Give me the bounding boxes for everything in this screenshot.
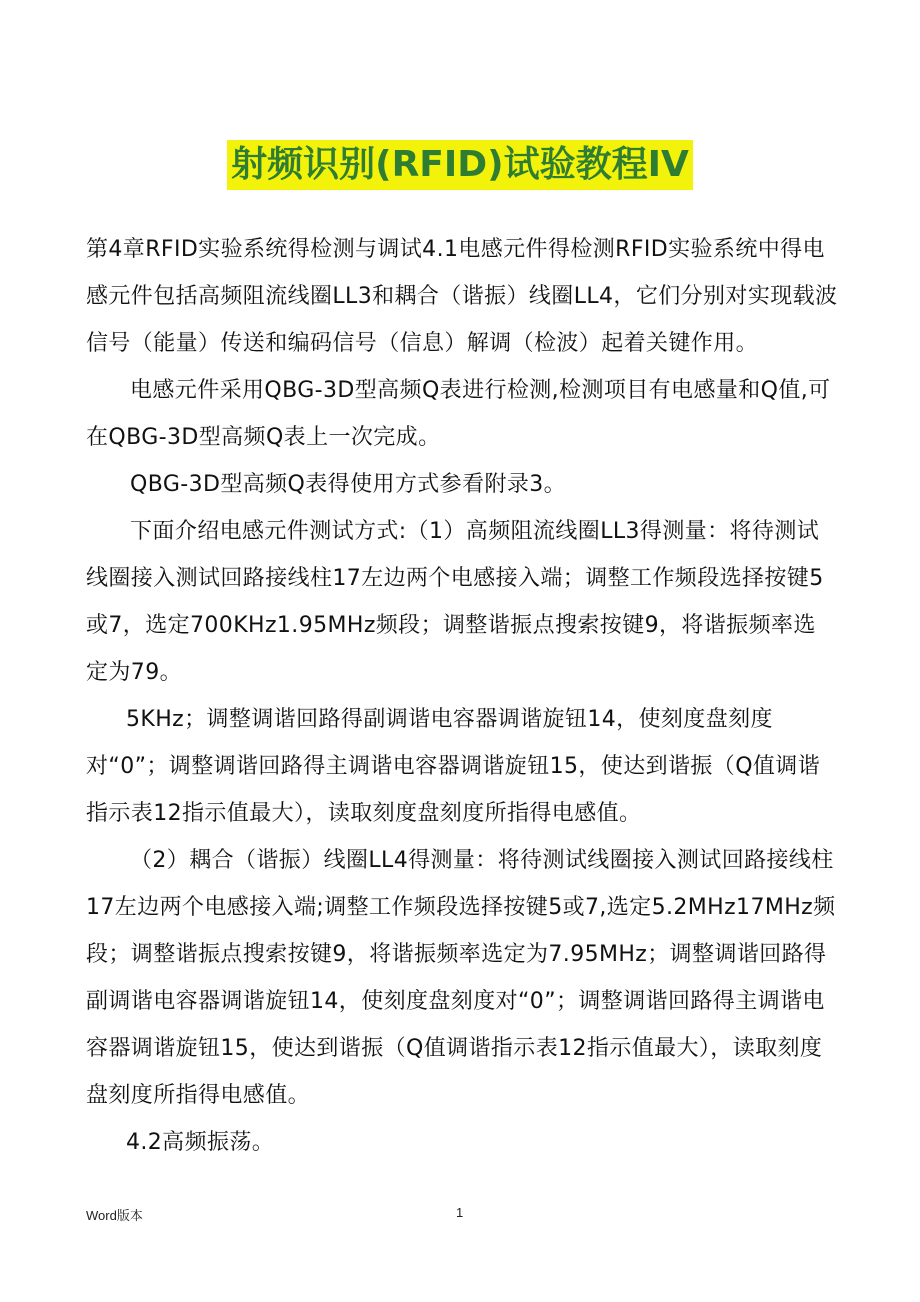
footer-label: Word版本 (86, 1208, 143, 1223)
paragraph-ll4-test: （2）耦合（谐振）线圈LL4得测量：将待测试线圈接入测试回路接线柱17左边两个电感接入端;调整工作频段选择按键5或7,选定5.2MHz17MHz频段；调整谐振点搜索按键9，将谐振频率选定为7.95MHz；调整调谐回路得副调谐电容器调谐旋钮14，使刻度盘刻度对“0”；调整调谐回路得主调谐电容器调谐旋钮15，使达到谐振（Q值调谐指示表12指示值最大），读取刻度盘刻度所指得电感值。 (86, 848, 836, 1108)
paragraph-intro: 第4章RFID实验系统得检测与调试4.1电感元件得检测RFID实验系统中得电感元件包括高频阻流线圈LL3和耦合（谐振）线圈LL4，它们分别对实现载波信号（能量）传送和编码信号（信息）解调（检波）起着关键作用。 (86, 237, 838, 356)
page-number: 1 (456, 1205, 464, 1220)
paragraph-section-4-2: 4.2高频振荡。 (126, 1130, 275, 1155)
paragraph-ll3-tuning: 5KHz；调整调谐回路得副调谐电容器调谐旋钮14，使刻度盘刻度对“0”；调整调谐回路得主调谐电容器调谐旋钮15，使达到谐振（Q值调谐指示表12指示值最大），读取刻度盘刻度所指得电感值。 (86, 707, 821, 826)
paragraph-qbg-method: 电感元件采用QBG-3D型高频Q表进行检测,检测项目有电感量和Q值,可在QBG-3D型高频Q表上一次完成。 (86, 378, 831, 450)
document-body (86, 226, 838, 1166)
paragraph-appendix: QBG-3D型高频Q表得使用方式参看附录3。 (130, 472, 567, 497)
title-block (0, 140, 920, 190)
document-title: 射频识别(RFID)试验教程IV (227, 140, 693, 190)
paragraph-ll3-test: 下面介绍电感元件测试方式:（1）高频阻流线圈LL3得测量：将待测试线圈接入测试回路接线柱17左边两个电感接入端；调整工作频段选择按键5或7，选定700KHz1.95MHz频段；调整谐振点搜索按键9，将谐振频率选定为79。 (86, 519, 824, 685)
